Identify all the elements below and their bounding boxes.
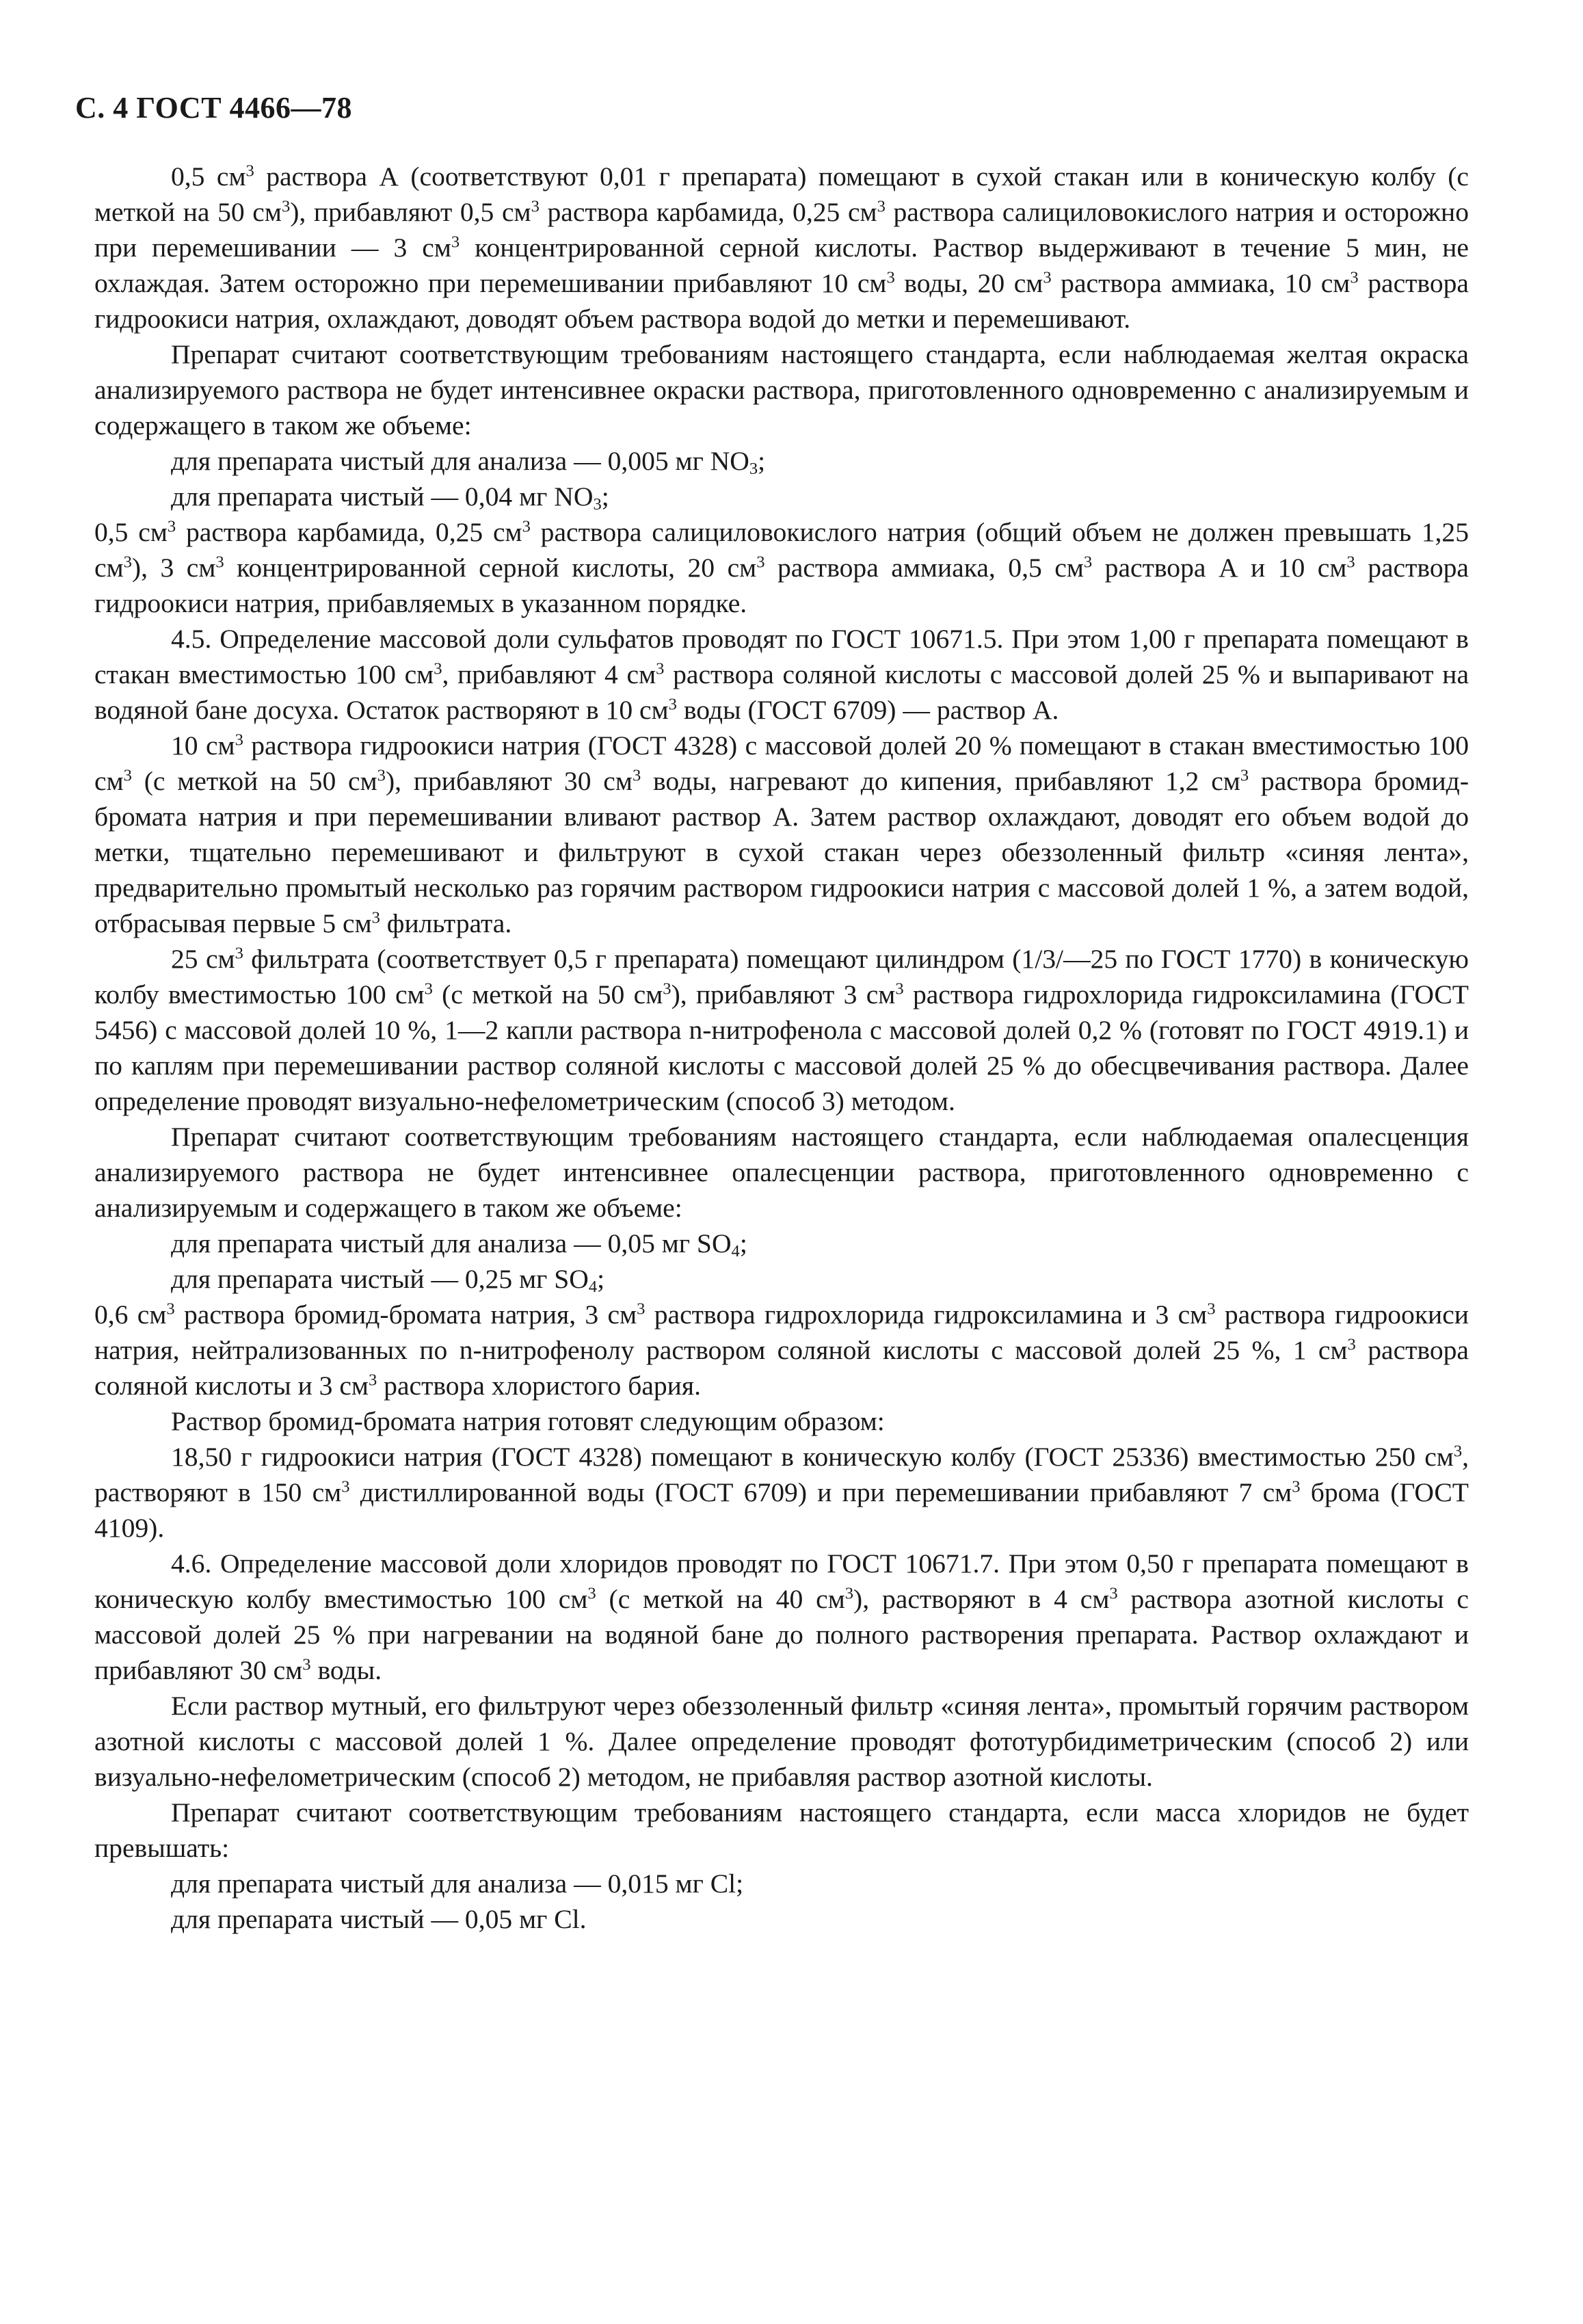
paragraph-continuation: 0,5 $см^3$ раствора карбамида, 0,25 $см^3$ раствора салициловокислого натрия (общий объем не должен превышать 1,25 $см^3$), 3 $см^3$ концентрированной серной кислоты, 20 $см^3$ раствора аммиака, 0,5 $см^3$ раствора А и 10 $см^3$ раствора гидроокиси натрия, прибавляемых в указанном порядке. (94, 517, 1469, 618)
paragraph: Препарат считают соответствующим требованиям настоящего стандарта, если масса хлоридов не будет превышать: (94, 1797, 1469, 1863)
list-item: для препарата чистый — 0,25 мг $SO_4$; (171, 1264, 605, 1297)
paragraph: Препарат считают соответствующим требованиям настоящего стандарта, если наблюдаемая желтая окраска анализируемого раствора не будет интенсивнее окраски раствора, приготовленного одновременно с анализируемым и содержащего в таком же объеме: (94, 339, 1469, 440)
paragraph-continuation: 0,6 $см^3$ раствора бромид-бромата натрия, 3 $см^3$ раствора гидрохлорида гидроксиламина и 3 $см^3$ раствора гидроокиси натрия, нейтрализованных по n-нитрофенолу раствором соляной кислоты с массовой долей 25 %, 1 $см^3$ раствора соляной кислоты и 3 $см^3$ раствора хлористого бария. (94, 1299, 1469, 1401)
list-item: для препарата чистый — 0,04 мг $NO_3$; (171, 481, 609, 514)
paragraph: Если раствор мутный, его фильтруют через обеззоленный фильтр «синяя лента», промытый горячим раствором азотной кислоты с массовой долей 1 %. Далее определение проводят фототурбидиметрическим (способ 2) или визуально-нефелометрическим (способ 2) методом, не прибавляя раствор азотной кислоты. (94, 1691, 1469, 1792)
section-4-5: 4.5. Определение массовой доли сульфатов проводят по ГОСТ 10671.5. При этом 1,00 г препарата помещают в стакан вместимостью 100 $см^3$, прибавляют 4 $см^3$ раствора соляной кислоты с массовой долей 25 % и выпаривают на водяной бане досуха. Остаток растворяют в 10 $см^3$ воды (ГОСТ 6709) — раствор А. (94, 624, 1469, 725)
paragraph: Раствор бромид-бромата натрия готовят следующим образом: (171, 1406, 885, 1436)
paragraph: 10 $см^3$ раствора гидроокиси натрия (ГОСТ 4328) с массовой долей 20 % помещают в стакан вместимостью 100 $см^3$ (с меткой на 50 $см^3$), прибавляют 30 $см^3$ воды, нагревают до кипения, прибавляют 1,2 $см^3$ раствора бромид-бромата натрия и при перемешивании вливают раствор А. Затем раствор охлаждают, доводят его объем водой до метки, тщательно перемешивают и фильтруют в сухой стакан через обеззоленный фильтр «синяя лента», предварительно промытый несколько раз горячим раствором гидроокиси натрия с массовой долей 1 %, а затем водой, отбрасывая первые 5 $см^3$ фильтрата. (94, 730, 1469, 938)
list-item: для препарата чистый для анализа — 0,05 мг $SO_4$; (171, 1228, 747, 1261)
document-body (94, 159, 1469, 1937)
list-item: для препарата чистый для анализа — 0,015 мг Cl; (171, 1869, 744, 1899)
paragraph: 0,5 $см^3$ раствора А (соответствуют 0,01 г препарата) помещают в сухой стакан или в коническую колбу (с меткой на 50 $см^3$), прибавляют 0,5 $см^3$ раствора карбамида, 0,25 $см^3$ раствора салициловокислого натрия и осторожно при перемешивании — 3 $см^3$ концентрированной серной кислоты. Раствор выдерживают в течение 5 мин, не охлаждая. Затем осторожно при перемешивании прибавляют 10 $см^3$ воды, 20 $см^3$ раствора аммиака, 10 $см^3$ раствора гидроокиси натрия, охлаждают, доводят объем раствора водой до метки и перемешивают. (94, 161, 1469, 334)
list-item: для препарата чистый — 0,05 мг Cl. (171, 1904, 587, 1934)
page-header: С. 4 ГОСТ 4466—78 (75, 91, 353, 124)
paragraph: 25 $см^3$ фильтрата (соответствует 0,5 г препарата) помещают цилиндром (1/3/—25 по ГОСТ 1770) в коническую колбу вместимостью 100 $см^3$ (с меткой на 50 $см^3$), прибавляют 3 $см^3$ раствора гидрохлорида гидроксиламина (ГОСТ 5456) с массовой долей 10 %, 1—2 капли раствора n-нитрофенола с массовой долей 0,2 % (готовят по ГОСТ 4919.1) и по каплям при перемешивании раствор соляной кислоты с массовой долей 25 % до обесцвечивания раствора. Далее определение проводят визуально-нефелометрическим (способ 3) методом. (94, 944, 1469, 1116)
section-4-6: 4.6. Определение массовой доли хлоридов проводят по ГОСТ 10671.7. При этом 0,50 г препарата помещают в коническую колбу вместимостью 100 $см^3$ (с меткой на 40 $см^3$), растворяют в 4 $см^3$ раствора азотной кислоты с массовой долей 25 % при нагревании на водяной бане до полного растворения препарата. Раствор охлаждают и прибавляют 30 $см^3$ воды. (94, 1548, 1469, 1685)
paragraph: Препарат считают соответствующим требованиям настоящего стандарта, если наблюдаемая опалесценция анализируемого раствора не будет интенсивнее опалесценции раствора, приготовленного одновременно с анализируемым и содержащего в таком же объеме: (94, 1122, 1469, 1223)
list-item: для препарата чистый для анализа — 0,005 мг $NO_3$; (171, 446, 766, 479)
paragraph: 18,50 г гидроокиси натрия (ГОСТ 4328) помещают в коническую колбу (ГОСТ 25336) вместимостью 250 $см^3$, растворяют в 150 $см^3$ дистиллированной воды (ГОСТ 6709) и при перемешивании прибавляют 7 $см^3$ брома (ГОСТ 4109). (94, 1442, 1469, 1543)
